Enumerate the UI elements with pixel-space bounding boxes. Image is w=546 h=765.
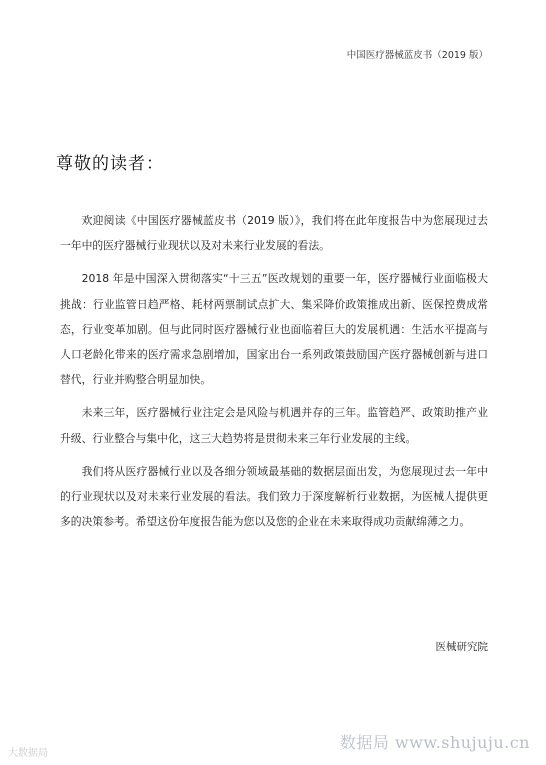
letter-paragraph-1: 欢迎阅读《中国医疗器械蓝皮书（2019 版）》，我们将在此年度报告中为您展现过去一年中的医疗器械行业现状以及对未来行业发展的看法。 [60,214,488,253]
letter-paragraph-2: 2018 年是中国深入贯彻落实“十三五”医改规划的重要一年，医疗器械行业面临极大挑战：行业监管日趋严格、耗材两票制试点扩大、集采降价政策推成出新、医保控费成常态，行业变革加剧。但与此同时医疗器械行业也面临着巨大的发展机遇：生活水平提高与人口老龄化带来的医疗需求急剧增加，国家出台一系列政策鼓励国产医疗器械创新与进口替代，行业并购整合明显加快。 [60,272,488,387]
letter-signature: 医械研究院 [435,641,488,653]
letter-paragraph-3: 未来三年，医疗器械行业注定会是风险与机遇并存的三年。监管趋严、政策助推产业升级、行业整合与集中化，这三大趋势将是贯彻未来三年行业发展的主线。 [60,406,488,445]
document-header-title: 中国医疗器械蓝皮书（2019 版） [346,50,488,61]
letter-greeting: 尊敬的读者： [56,154,164,174]
letter-body [60,208,488,542]
watermark-right: 数据局 www.shujuju.cn [339,733,530,752]
watermark-left: 大数据局 [8,748,48,759]
letter-paragraph-4: 我们将从医疗器械行业以及各细分领域最基础的数据层面出发，为您展现过去一年中的行业现状以及对未来行业发展的看法。我们致力于深度解析行业数据，为医械人提供更多的决策参考。希望这份年度报告能为您以及您的企业在未来取得成功贡献绵薄之力。 [60,464,488,529]
